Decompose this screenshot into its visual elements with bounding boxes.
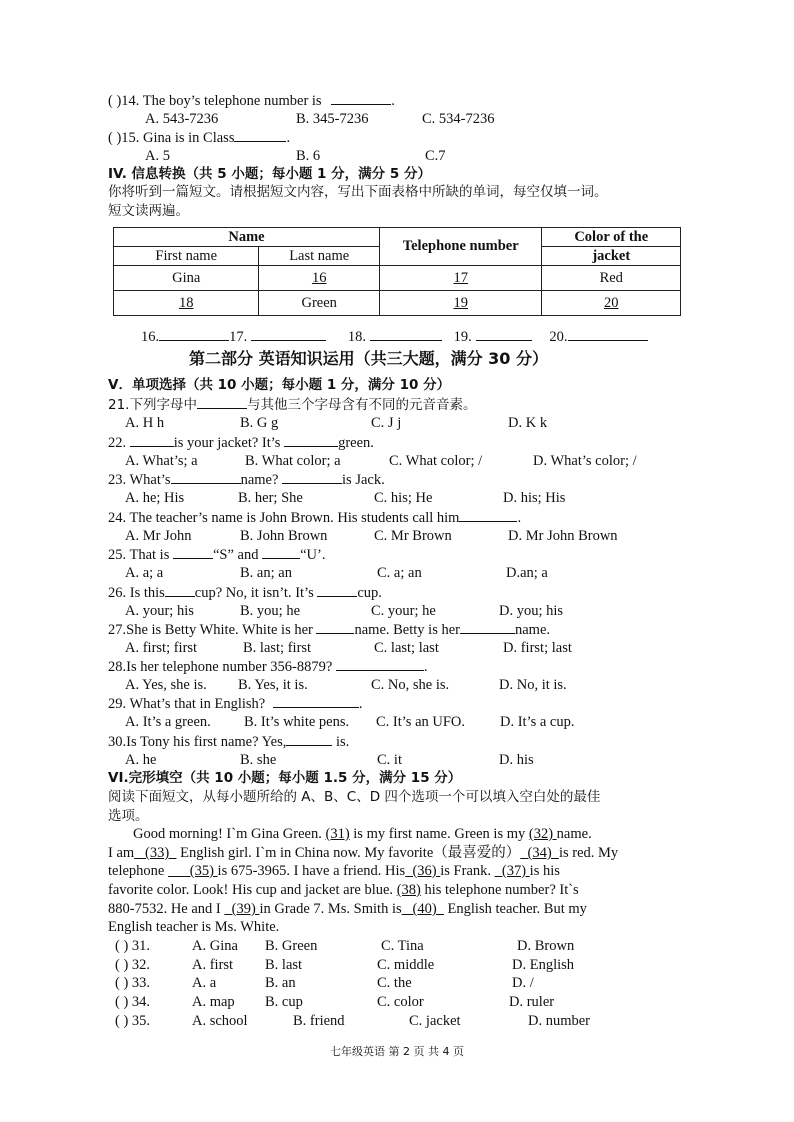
option-a: A. It’s a green. <box>125 714 211 730</box>
option-b: B. last <box>265 957 303 973</box>
option-c: C. jacket <box>409 1013 461 1029</box>
option-d: D. number <box>528 1013 591 1029</box>
option-c: C. J j <box>371 415 402 431</box>
passage-line-1: Good morning! I`m Gina Green. (31) is my first name. Green is my (32) name. <box>133 826 592 842</box>
option-b: B. Green <box>265 938 318 954</box>
option-d: D. What’s color; / <box>533 453 637 469</box>
cell-blank-16: 16 <box>259 266 380 291</box>
option-c: C. What color; / <box>389 453 483 469</box>
option-a: A. first <box>192 957 234 973</box>
option-b: B. cup <box>265 994 303 1010</box>
question-28: 28.Is her telephone number 356-8879? . <box>108 659 428 675</box>
cell-blank-17: 17 <box>379 266 542 291</box>
question-21: 21.下列字母中 与其他三个字母含有不同的元音音素。 <box>108 397 477 413</box>
blank-38: (38) <box>396 882 421 898</box>
option-a: A. a; a <box>125 565 164 581</box>
option-b: B. her; She <box>238 490 303 506</box>
option-b: B. 345-7236 <box>296 111 369 127</box>
option-c: C. it <box>377 752 402 768</box>
option-d: D. first; last <box>503 640 572 656</box>
question-27: 27.She is Betty White. White is her name. Betty is her name. <box>108 622 551 638</box>
option-c: C. Tina <box>381 938 424 954</box>
cell-blank-18: 18 <box>114 291 259 316</box>
cloze-33-number[interactable]: ( ) 33. <box>115 975 151 991</box>
option-b: B. It’s white pens. <box>244 714 350 730</box>
answer-blank[interactable] <box>273 694 359 708</box>
option-c: C. middle <box>377 957 435 973</box>
option-c: C. his; He <box>374 490 433 506</box>
option-b: B. Yes, it is. <box>238 677 308 693</box>
cloze-31-number[interactable]: ( ) 31. <box>115 938 151 954</box>
answer-blank[interactable] <box>262 545 300 559</box>
option-a: A. Mr John <box>125 528 192 544</box>
option-d: D. his; His <box>503 490 566 506</box>
option-c: C. Mr Brown <box>374 528 452 544</box>
option-a: A. first; first <box>125 640 198 656</box>
option-d: D. No, it is. <box>499 677 567 693</box>
question-14: ( )14. The boy’s telephone number is . <box>108 93 395 109</box>
option-d: D. K k <box>508 415 548 431</box>
cell-first-name: Gina <box>114 266 259 291</box>
blank-31: (31) <box>325 826 350 842</box>
option-a: A. What’s; a <box>125 453 198 469</box>
question-26: 26. Is this cup? No, it isn’t. It’s cup. <box>108 585 382 601</box>
option-d: D. Brown <box>517 938 575 954</box>
option-b: B. 6 <box>296 148 321 164</box>
option-c: C. your; he <box>371 603 436 619</box>
answer-blank[interactable] <box>282 470 342 484</box>
option-b: B. you; he <box>240 603 301 619</box>
answer-blank[interactable] <box>284 433 338 447</box>
option-b: B. she <box>240 752 277 768</box>
answer-blank[interactable] <box>286 732 332 746</box>
question-24: 24. The teacher’s name is John Brown. His students call him . <box>108 510 522 526</box>
cell-color: Red <box>542 266 681 291</box>
option-b: B. G g <box>240 415 279 431</box>
cloze-32-number[interactable]: ( ) 32. <box>115 957 151 973</box>
option-d: D. It’s a cup. <box>500 714 575 730</box>
option-b: B. What color; a <box>245 453 341 469</box>
answer-blank[interactable] <box>165 583 195 597</box>
question-29: 29. What’s that in English? . <box>108 696 363 712</box>
option-d: D. his <box>499 752 534 768</box>
header-telephone: Telephone number <box>379 228 542 266</box>
option-c: C. No, she is. <box>371 677 450 693</box>
cloze-34-number[interactable]: ( ) 34. <box>115 994 151 1010</box>
cell-blank-19: 19 <box>379 291 542 316</box>
option-c: C. the <box>377 975 412 991</box>
option-b: B. friend <box>293 1013 345 1029</box>
section-6-instruction: 阅读下面短文，从每小题所给的 A、B、C、D 四个选项一个可以填入空白处的最佳 <box>108 789 601 805</box>
section-4-instruction-2: 短文读两遍。 <box>108 203 189 219</box>
option-b: B. last; first <box>243 640 312 656</box>
blank-34: (34) <box>520 845 559 861</box>
answer-blank[interactable] <box>173 545 213 559</box>
option-a: A. 543-7236 <box>145 111 219 127</box>
header-name: Name <box>114 228 380 247</box>
answer-blank[interactable] <box>459 508 517 522</box>
option-a: A. your; his <box>125 603 194 619</box>
option-a: A. Gina <box>192 938 238 954</box>
blank-19[interactable] <box>476 327 532 341</box>
cell-last-name: Green <box>259 291 380 316</box>
question-15: ( )15. Gina is in Class . <box>108 130 291 146</box>
cloze-35-number[interactable]: ( ) 35. <box>115 1013 151 1029</box>
answer-blank[interactable] <box>316 620 354 634</box>
answer-blank[interactable] <box>317 583 357 597</box>
header-last-name: Last name <box>259 247 380 266</box>
section-4-instruction: 你将听到一篇短文。请根据短文内容，写出下面表格中所缺的单词，每空仅填一词。 <box>108 184 608 200</box>
section-6-title: VI.完形填空（共 10 小题；每小题 1.5 分，满分 15 分） <box>108 770 462 786</box>
blank-37: (37) <box>494 863 530 879</box>
question-22: 22. is your jacket? It’s green. <box>108 435 374 451</box>
option-a: A. he <box>125 752 157 768</box>
option-c: C. a; an <box>377 565 422 581</box>
answer-blank[interactable] <box>171 470 241 484</box>
section-5-title: V．单项选择（共 10 小题；每小题 1 分，满分 10 分） <box>108 377 451 393</box>
option-a: A. Yes, she is. <box>125 677 207 693</box>
option-d: D. / <box>512 975 534 991</box>
option-c: C. 534-7236 <box>422 111 495 127</box>
option-c: C. It’s an UFO. <box>376 714 466 730</box>
answer-blank[interactable] <box>331 91 391 105</box>
answer-blank[interactable] <box>234 128 286 142</box>
option-c: C. color <box>377 994 424 1010</box>
answer-blank[interactable] <box>336 657 424 671</box>
blank-16[interactable] <box>159 327 229 341</box>
option-b: B. John Brown <box>240 528 328 544</box>
header-color-1: Color of the <box>542 228 681 247</box>
option-a: A. school <box>192 1013 248 1029</box>
blank-20[interactable] <box>568 327 648 341</box>
option-c: C. last; last <box>374 640 439 656</box>
blank-17[interactable] <box>251 327 326 341</box>
passage-line-6: English teacher is Ms. White. <box>108 919 280 935</box>
option-d: D. you; his <box>499 603 564 619</box>
question-25: 25. That is “S” and “U’. <box>108 547 326 563</box>
part-2-title: 第二部分 英语知识运用（共三大题，满分 30 分） <box>189 349 548 368</box>
option-d: D. English <box>512 957 575 973</box>
option-d: D.an; a <box>506 565 548 581</box>
answer-blank[interactable] <box>130 433 174 447</box>
option-a: A. H h <box>125 415 165 431</box>
header-color-2: jacket <box>542 247 681 266</box>
option-b: B. an <box>265 975 296 991</box>
blank-40: (40) <box>401 901 444 917</box>
cell-blank-20: 20 <box>542 291 681 316</box>
info-table <box>113 227 681 316</box>
blank-32: (32) <box>528 826 557 842</box>
option-b: B. an; an <box>240 565 292 581</box>
passage-line-5: 880-7532. He and I (39) in Grade 7. Ms. Smith is (40) English teacher. But my <box>108 901 587 917</box>
passage-line-4: favorite color. Look! His cup and jacket are blue. (38) his telephone number? It`s <box>108 882 579 898</box>
question-23: 23. What’s name? is Jack. <box>108 472 385 488</box>
option-a: A. 5 <box>145 148 170 164</box>
answer-blank[interactable] <box>197 395 247 409</box>
option-a: A. map <box>192 994 235 1010</box>
blank-18[interactable] <box>370 327 442 341</box>
passage-line-3: telephone (35) is 675-3965. I have a friend. His (36) is Frank. (37) is his <box>108 863 560 879</box>
section-6-instruction-2: 选项。 <box>108 808 149 824</box>
answer-line-16-20: 16. 17. 18. 19. 20. <box>141 327 648 346</box>
passage-line-2: I am (33) English girl. I`m in China now. My favorite（最喜爱的） (34) is red. My <box>108 845 619 861</box>
section-4-title: IV. 信息转换（共 5 小题；每小题 1 分，满分 5 分） <box>108 166 431 182</box>
answer-blank[interactable] <box>460 620 515 634</box>
blank-35: (35) <box>168 863 218 879</box>
option-d: D. Mr John Brown <box>508 528 618 544</box>
question-30: 30.Is Tony his first name? Yes, is. <box>108 734 350 750</box>
option-d: D. ruler <box>509 994 555 1010</box>
blank-39: (39) <box>224 901 260 917</box>
page-footer: 七年级英语 第 2 页 共 4 页 <box>330 1045 464 1058</box>
option-a: A. he; His <box>125 490 185 506</box>
option-a: A. a <box>192 975 217 991</box>
header-first-name: First name <box>114 247 259 266</box>
blank-36: (36) <box>405 863 441 879</box>
option-c: C.7 <box>425 148 446 164</box>
blank-33: (33) <box>134 845 177 861</box>
